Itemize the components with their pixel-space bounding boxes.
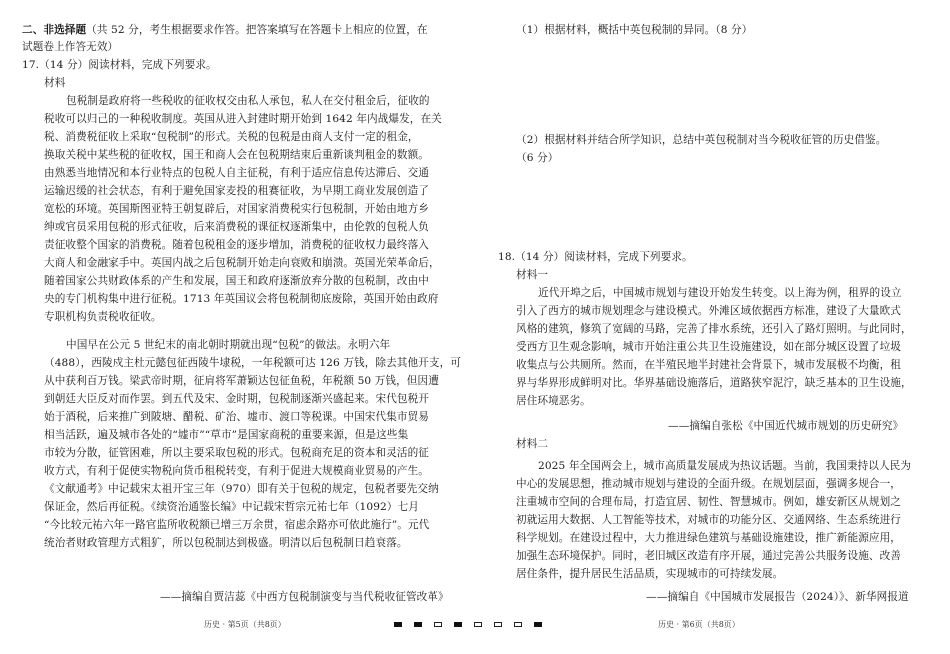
material-1-line: 界与华界形成鲜明对比。华界基础设施落后，道路狭窄泥泞，缺乏基本的卫生设施，	[516, 377, 912, 389]
material-1-line: 收集点与公共厕所。然而，在半殖民地半封建社会背景下，城市发展极不均衡，租	[516, 359, 901, 371]
section-intro: 二、非选择题（共 52 分，考生根据要求作答。把答案填写在答题卡上相应的位置，在	[22, 24, 428, 36]
paragraph-line: 市较为分散，征管困难，所以主要采取包税的形式。包税商充足的资本和灵活的征	[44, 447, 429, 459]
binding-mark	[414, 622, 422, 627]
paragraph-line: 央的专门机构集中进行征税。1713 年英国议会将包税制彻底废除，英国开始由政府	[44, 293, 439, 305]
paragraph-line: 大商人和金融家手中。英国内战之后包税制开始走向衰败和崩溃。英国光荣革命后，	[44, 257, 440, 269]
question-17-title: 17.（14 分）阅读材料，完成下列要求。	[22, 59, 217, 71]
section-heading: 二、非选择题	[22, 24, 87, 36]
paragraph-line: 税收可以归己的一种税收制度。英国从进入封建时期开始到 1642 年内战爆发，在关	[44, 113, 442, 125]
paragraph-line: 随着国家公共财政体系的产生和发展，国王和政府逐渐放弃分散的包税制，改由中	[44, 275, 429, 287]
paragraph-line: 相当活跃，遍及城市各处的“墟市”“草市”是国家商税的重要来源，但是这些集	[44, 429, 409, 441]
material-1-label: 材料一	[516, 269, 549, 281]
material-2-line: 居住条件，提升居民生活品质，实现城市的可持续发展。	[516, 568, 784, 580]
material-2-line: 加强生态环境保护。同时，老旧城区改造有序开展，通过完善公共服务设施、改善	[516, 550, 901, 562]
section-intro-cont: 试题卷上作答无效）	[22, 41, 119, 53]
question-17-1: （1）根据材料，概括中英包税制的异同。（8 分）	[516, 24, 753, 36]
citation-2: ——摘编自《中国城市发展报告（2024）》、新华网报道	[646, 591, 909, 603]
material-label: 材料	[44, 77, 66, 89]
paragraph-line: 换取关税中某些税的征收权，国王和商人会在包税期结束后重新谈判租金的数额。	[44, 149, 429, 161]
paragraph-line: 专职机构负责税收征收。	[44, 311, 162, 323]
paragraph-line: 包税制是政府将一些税收的征收权交由私人承包，私人在交付租金后，征收的	[66, 95, 430, 107]
paragraph-line: 《文献通考》中记载宋太祖开宝三年（970）即有关于包税的规定，包税者要先交纳	[44, 483, 439, 495]
question-17-2-points: （6 分）	[516, 152, 559, 164]
material-1-line: 风格的建筑，修筑了宽阔的马路，完善了排水系统，还引入了路灯照明。与此同时，	[516, 323, 912, 335]
material-2-line: 中心的发展思想，推动城市规划与建设的全面升级。在规划层面，强调多规合一，	[516, 478, 901, 490]
right-page	[498, 0, 930, 654]
paragraph-line: 责征收整个国家的消费税。随着包税租金的逐步增加，消费税的征收权力最终落入	[44, 239, 429, 251]
binding-mark	[434, 622, 442, 627]
paragraph-line: 运输迟缓的社会状态，有利于避免国家麦投的租赛征收，为早期工商业发展创造了	[44, 185, 429, 197]
paragraph-line: 到朝廷大臣反对而作罢。到五代及宋、金时期，包税制逐渐兴盛起来。宋代包税开	[44, 393, 429, 405]
paragraph-line: （488），西陵戍主杜元懿包征西陵牛埭税，一年税额可达 126 万钱，除去其他开支，可	[44, 357, 461, 369]
question-18-title: 18.（14 分）阅读材料，完成下列要求。	[498, 251, 693, 263]
binding-mark	[454, 622, 462, 627]
material-1-line: 近代开埠之后，中国城市规划与建设开始发生转变。以上海为例，租界的设立	[538, 287, 902, 299]
paragraph-line: 中国早在公元 5 世纪末的南北朝时期就出现“包税”的做法。永明六年	[66, 339, 391, 351]
material-2-line: 科学规划。在建设过程中，大力推进绿色建筑与基础设施建设，推广新能源应用，	[516, 532, 901, 544]
citation-1: ——摘编自张松《中国近代城市规划的历史研究》	[668, 420, 904, 432]
paragraph-line: 从中获利百万钱。梁武帝时期，征肩将军萧颖达包征鱼税，年税额 50 万钱，但因遭	[44, 375, 439, 387]
binding-mark	[474, 622, 482, 627]
paragraph-line: 宽松的环境。英国斯图亚特王朝复辟后，对国家消费税实行包税制，开始由地方乡	[44, 203, 429, 215]
material-2-line: 注重城市空间的合理布局，打造宜居、韧性、智慧城市。例如，雄安新区从规划之	[516, 496, 901, 508]
paragraph-line: 始于酒税，后来推广到陂塘、醋税、矿治、墟市、渡口等税课。中国宋代集市贸易	[44, 411, 429, 423]
paragraph-line: 保证金，然后再征税。《续资治通鉴长编》中记载宋哲宗元祐七年（1092）七月	[44, 501, 419, 513]
material-1-line: 引入了西方的城市规划理念与建设模式。外滩区域依据西方标准，建设了大量欧式	[516, 305, 901, 317]
material-2-line: 初就运用大数据、人工智能等技术，对城市的功能分区、交通网络、生态系统进行	[516, 514, 901, 526]
paragraph-line: 统治者财政管理方式粗犷，所以包税制达到极盛。明清以后包税制日趋衰落。	[44, 537, 408, 549]
material-1-line: 居住环境恶劣。	[516, 395, 591, 407]
material-2-line: 2025 年全国两会上，城市高质量发展成为热议话题。当前，我国秉持以人民为	[538, 460, 912, 472]
paragraph-line: 绅或官员采用包税的形式征收，后来消费税的课征权逐渐集中，由伦敦的包税人负	[44, 221, 429, 233]
paragraph-line: 由熟悉当地情况和本行业特点的包税人自主征税，有利于适应信息传达滞后、交通	[44, 167, 429, 179]
page-footer-left: 历史 · 第5页（共8页）	[204, 620, 286, 629]
paragraph-line: 税、消费税征收上采取“包税制”的形式。关税的包税是由商人支付一定的租金，	[44, 131, 419, 143]
paragraph-line: 收方式，有利于促使实物税向货币租税转变，有利于促进大规模商业贸易的产生。	[44, 465, 429, 477]
question-17-2: （2）根据材料并结合所学知识，总结中英包税制对当今税收征管的历史借鉴。	[516, 134, 887, 146]
page-footer-right: 历史 · 第6页（共8页）	[658, 620, 740, 629]
binding-mark	[394, 622, 402, 627]
citation: ——摘编自贾洁蕊《中西方包税制演变与当代税收征管改革》	[160, 591, 449, 603]
paragraph-line: “今比较元祐六年一路官监所收税额已增三万余贯，宿虑余路亦可依此施行”。元代	[44, 519, 430, 531]
material-2-label: 材料二	[516, 438, 549, 450]
material-1-line: 受西方卫生观念影响，城市开始注重公共卫生设施建设，如在部分城区设置了垃圾	[516, 341, 901, 353]
left-page	[22, 0, 464, 654]
